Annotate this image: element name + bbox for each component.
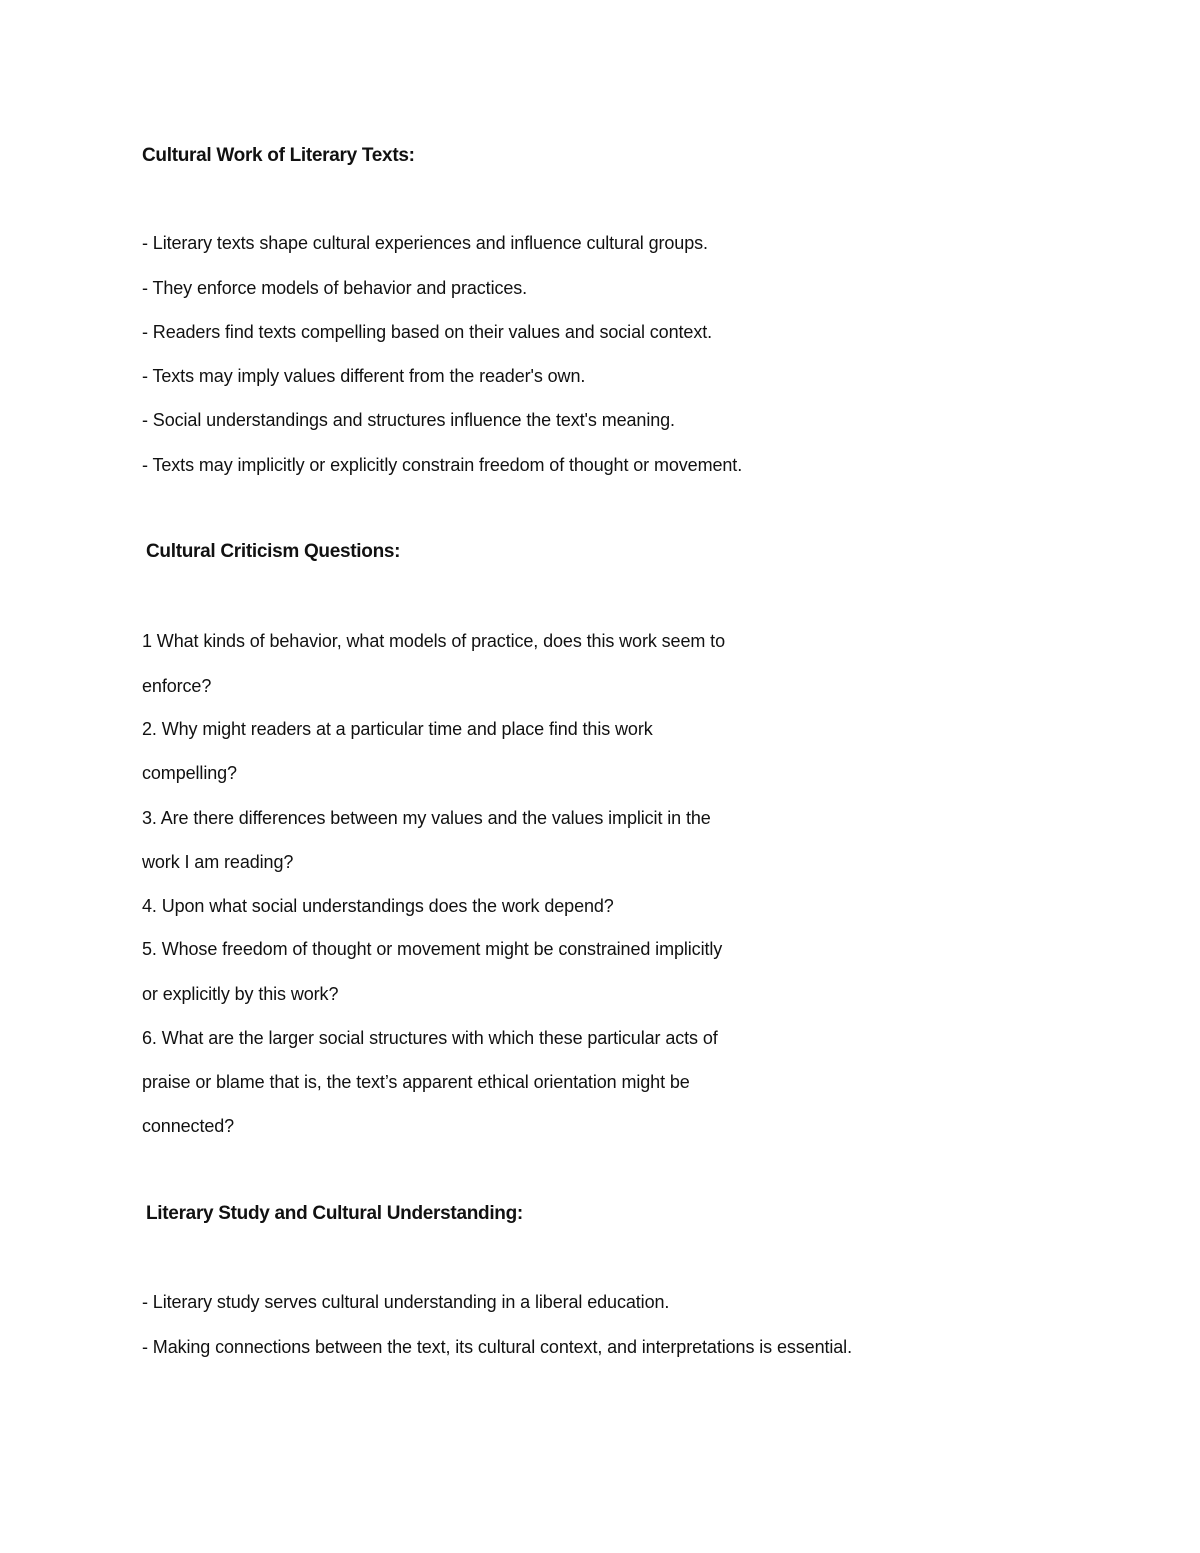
question-line: 6. What are the larger social structures with which these particular acts of (142, 1028, 718, 1048)
bullet-line: - Literary study serves cultural understanding in a liberal education. (142, 1292, 670, 1312)
question-line: work I am reading? (142, 852, 294, 872)
question-line: compelling? (142, 763, 237, 783)
question-line: connected? (142, 1116, 235, 1136)
bullet-line: - Texts may imply values different from the reader's own. (142, 366, 586, 386)
bullet-line: - Texts may implicitly or explicitly constrain freedom of thought or movement. (142, 455, 743, 475)
question-line: 5. Whose freedom of thought or movement might be constrained implicitly (142, 939, 723, 959)
bullet-line: - Social understandings and structures influence the text's meaning. (142, 410, 675, 430)
section-heading-literary-study: Literary Study and Cultural Understanding: (146, 1203, 523, 1224)
question-line: enforce? (142, 676, 212, 696)
question-line: 2. Why might readers at a particular time and place find this work (142, 719, 653, 739)
bullet-line: - Literary texts shape cultural experiences and influence cultural groups. (142, 233, 708, 253)
bullet-line: - Making connections between the text, its cultural context, and interpretations is essential. (142, 1337, 852, 1357)
bullet-line: - Readers find texts compelling based on their values and social context. (142, 322, 713, 342)
bullet-line: - They enforce models of behavior and practices. (142, 278, 528, 298)
section-heading-cultural-work: Cultural Work of Literary Texts: (142, 145, 415, 166)
question-line: praise or blame that is, the text’s apparent ethical orientation might be (142, 1072, 690, 1092)
section-heading-cultural-criticism: Cultural Criticism Questions: (146, 541, 401, 562)
question-line: or explicitly by this work? (142, 984, 339, 1004)
question-line: 3. Are there differences between my values and the values implicit in the (142, 808, 711, 828)
question-line: 4. Upon what social understandings does the work depend? (142, 896, 614, 916)
question-line: 1 What kinds of behavior, what models of practice, does this work seem to (142, 631, 725, 651)
